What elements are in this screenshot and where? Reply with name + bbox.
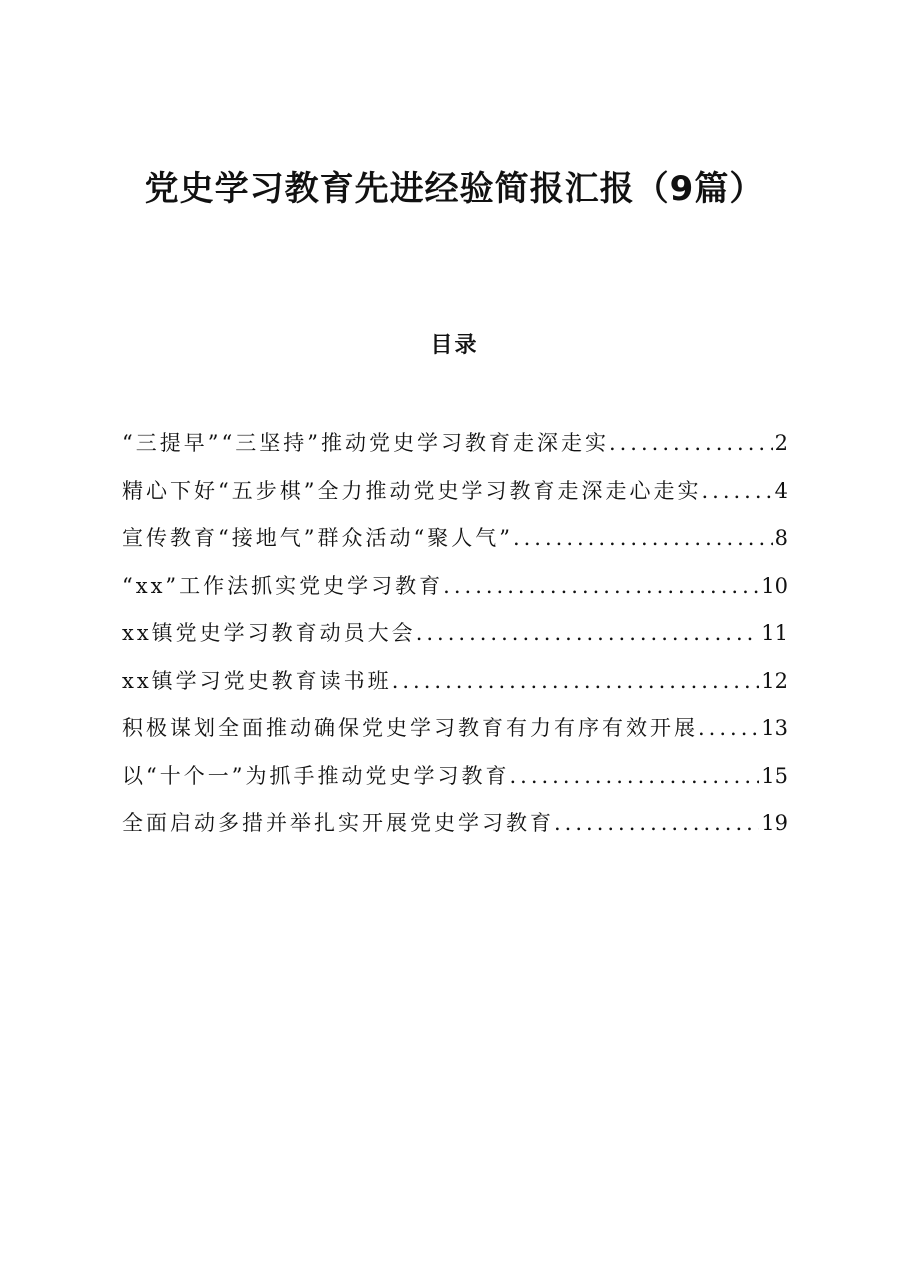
toc-entry-title: “xx”工作法抓实党史学习教育 [122, 573, 444, 598]
toc-leader-dots [701, 468, 772, 516]
document-title: 党史学习教育先进经验简报汇报（9篇） [144, 168, 765, 209]
toc-entry-title: 积极谋划全面推动确保党史学习教育有力有序有效开展 [122, 716, 698, 740]
toc-entry-title: 精心下好“五步棋”全力推动党史学习教育走深走心走实 [122, 478, 702, 503]
toc-entry-title: xx镇学习党史教育读书班 [122, 668, 392, 693]
toc-leader-dots [416, 610, 760, 658]
toc-entry-page: 13 [761, 716, 788, 740]
toc-entry[interactable] [122, 420, 788, 468]
toc-entry[interactable] [122, 800, 788, 848]
toc-entry-title: 宣传教育“接地气”群众活动“聚人气” [122, 526, 513, 550]
toc-leader-dots [392, 658, 760, 706]
toc-entry[interactable] [122, 753, 788, 801]
toc-entry-title: 全面启动多措并举扎实开展党史学习教育 [122, 811, 554, 835]
toc-entry-page: 10 [761, 573, 788, 598]
toc-entry-title: 以“十个一”为抓手推动党史学习教育 [122, 763, 510, 788]
table-of-contents [122, 420, 788, 848]
toc-entry-page: 12 [761, 668, 788, 693]
toc-heading: 目录 [430, 333, 479, 358]
toc-entry-title: xx镇党史学习教育动员大会 [122, 621, 416, 645]
toc-leader-dots [554, 800, 759, 848]
toc-leader-dots [513, 515, 773, 563]
toc-entry[interactable] [122, 705, 788, 753]
toc-leader-dots [443, 563, 759, 611]
toc-entry[interactable] [122, 610, 788, 658]
toc-entry-page: 4 [774, 478, 788, 503]
toc-entry-page: 11 [761, 621, 788, 645]
toc-entry[interactable] [122, 563, 788, 611]
toc-entry-page: 19 [761, 811, 788, 835]
toc-leader-dots [698, 705, 759, 753]
toc-leader-dots [609, 420, 773, 468]
toc-entry[interactable] [122, 658, 788, 706]
toc-entry-page: 15 [761, 763, 788, 788]
toc-entry-page: 2 [774, 431, 788, 455]
toc-entry-title: “三提早”“三坚持”推动党史学习教育走深走实 [122, 431, 609, 455]
toc-entry-page: 8 [774, 526, 788, 550]
toc-entry[interactable] [122, 468, 788, 516]
toc-leader-dots [509, 753, 759, 801]
toc-entry[interactable] [122, 515, 788, 563]
